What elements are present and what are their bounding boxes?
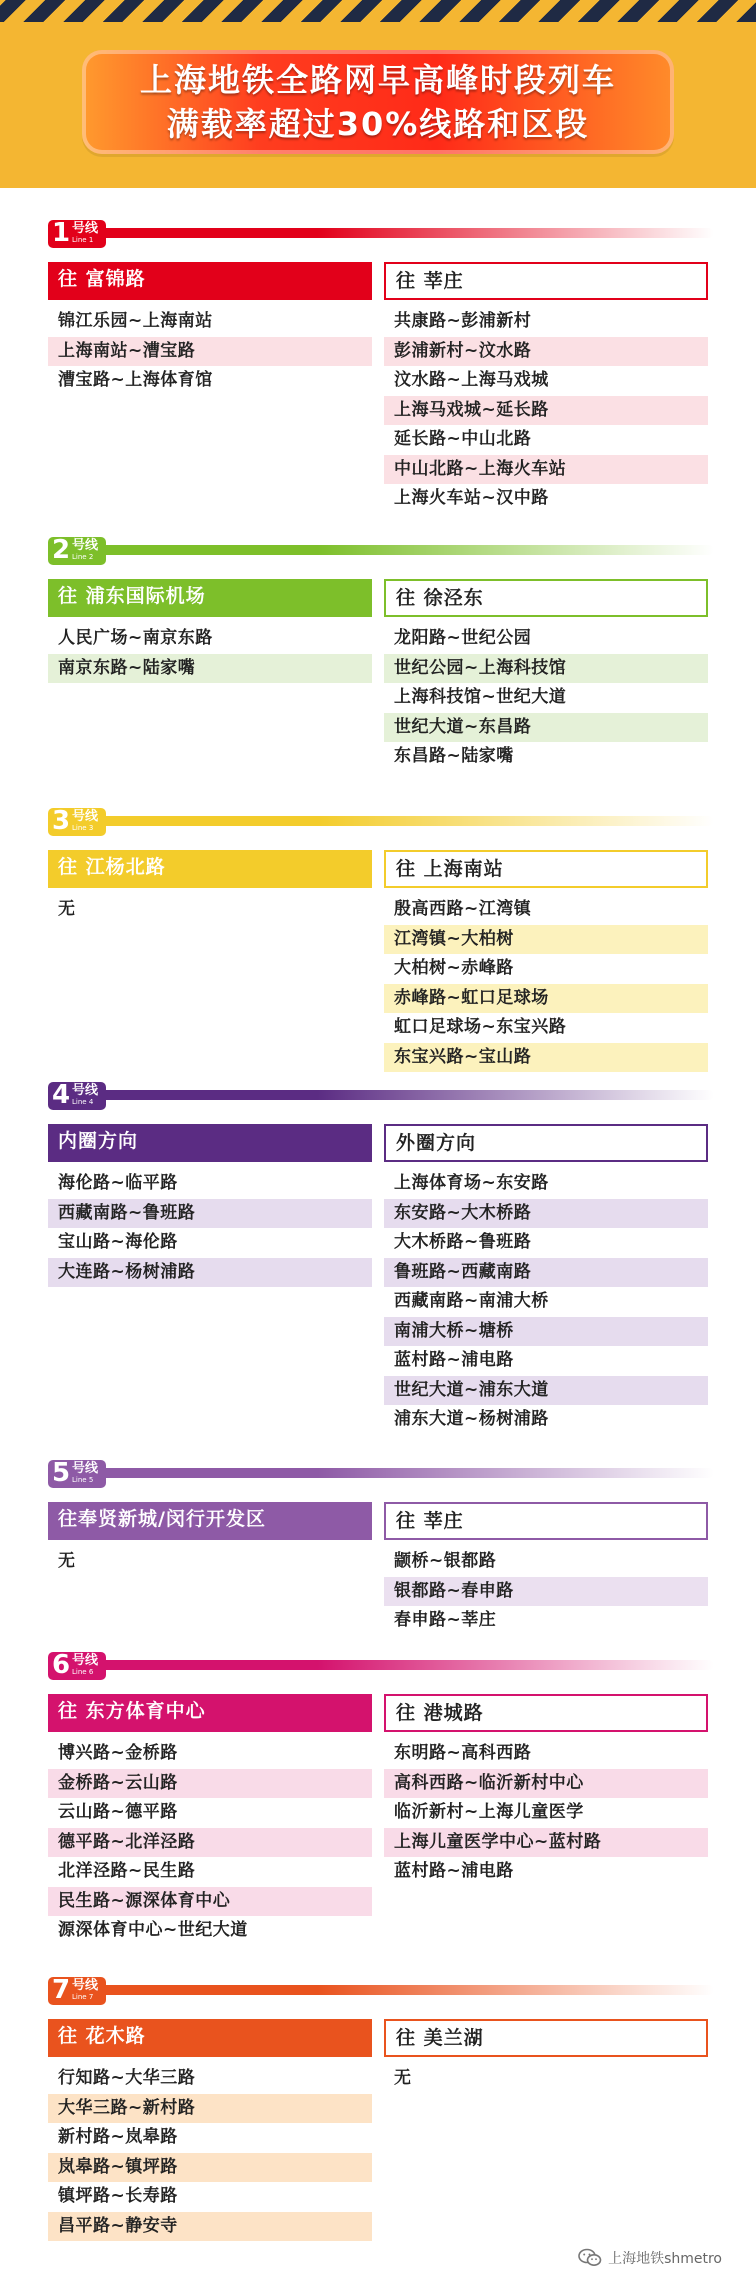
line-label: 号线 <box>72 221 99 236</box>
line-label-en: Line 7 <box>72 1993 94 2001</box>
line-number: 1 <box>52 218 71 248</box>
line-label: 号线 <box>72 1978 99 1993</box>
segment-row: 共康路~彭浦新村 <box>394 311 532 331</box>
direction-header: 往 花木路 <box>48 2019 372 2057</box>
segment-row: 颛桥~银都路 <box>394 1551 497 1571</box>
line-badge <box>48 1460 106 1488</box>
right-direction-column <box>384 579 708 772</box>
line-number: 4 <box>52 1080 71 1110</box>
wechat-icon <box>578 2248 602 2268</box>
segment-row: 金桥路~云山路 <box>48 1769 372 1799</box>
segment-row: 中山北路~上海火车站 <box>384 455 708 485</box>
footer-text: 上海地铁shmetro <box>608 2251 722 2267</box>
line-color-rule <box>104 816 714 826</box>
segment-row: 上海体育场~东安路 <box>394 1173 549 1193</box>
segment-list <box>48 1739 372 1946</box>
line-badge <box>48 1977 106 2005</box>
segment-row: 临沂新村~上海儿童医学 <box>394 1802 584 1822</box>
line-label-en: Line 6 <box>72 1668 94 1676</box>
segment-row: 上海火车站~汉中路 <box>394 488 549 508</box>
segment-row: 南浦大桥~塘桥 <box>384 1317 708 1347</box>
segment-row: 新村路~岚皋路 <box>58 2127 178 2147</box>
right-direction-column <box>384 2019 708 2094</box>
segment-row: 无 <box>58 899 76 919</box>
line-badge <box>48 808 106 836</box>
line-color-rule <box>104 1660 714 1670</box>
line-number: 6 <box>52 1650 71 1680</box>
left-direction-column <box>48 579 372 683</box>
segment-row: 南京东路~陆家嘴 <box>48 654 372 684</box>
line-badge <box>48 1652 106 1680</box>
line-label: 号线 <box>72 1461 99 1476</box>
segment-row: 镇坪路~长寿路 <box>58 2186 178 2206</box>
line-label-en: Line 4 <box>72 1098 94 1106</box>
segment-list <box>384 624 708 772</box>
line-color-rule <box>104 1985 714 1995</box>
segment-row: 彭浦新村~汶水路 <box>384 337 708 367</box>
segment-row: 岚皋路~镇坪路 <box>48 2153 372 2183</box>
segment-row: 无 <box>58 1551 76 1571</box>
segment-row: 汶水路~上海马戏城 <box>394 370 549 390</box>
segment-row: 上海儿童医学中心~蓝村路 <box>384 1828 708 1858</box>
segment-row: 春申路~莘庄 <box>394 1610 497 1630</box>
title-banner <box>82 50 674 154</box>
direction-header: 内圈方向 <box>48 1124 372 1162</box>
segment-row: 海伦路~临平路 <box>58 1173 178 1193</box>
line-color-rule <box>104 1090 714 1100</box>
segment-row: 无 <box>394 2068 412 2088</box>
segment-row: 上海南站~漕宝路 <box>48 337 372 367</box>
left-direction-column <box>48 2019 372 2241</box>
direction-header: 往 江杨北路 <box>48 850 372 888</box>
left-direction-column <box>48 1502 372 1577</box>
line-label-en: Line 2 <box>72 553 94 561</box>
line-label: 号线 <box>72 1083 99 1098</box>
direction-header: 往 浦东国际机场 <box>48 579 372 617</box>
line-number: 7 <box>52 1975 71 2005</box>
right-direction-column <box>384 1502 708 1636</box>
left-direction-column <box>48 850 372 925</box>
segment-row: 民生路~源深体育中心 <box>48 1887 372 1917</box>
line-label: 号线 <box>72 538 99 553</box>
segment-list <box>48 1169 372 1287</box>
segment-row: 云山路~德平路 <box>58 1802 178 1822</box>
segment-row: 大柏树~赤峰路 <box>394 958 514 978</box>
direction-header: 往奉贤新城/闵行开发区 <box>48 1502 372 1540</box>
segment-row: 鲁班路~西藏南路 <box>384 1258 708 1288</box>
direction-header: 往 莘庄 <box>384 262 708 300</box>
segment-row: 锦江乐园~上海南站 <box>58 311 213 331</box>
right-direction-column <box>384 850 708 1072</box>
segment-row: 世纪大道~浦东大道 <box>384 1376 708 1406</box>
line-number: 2 <box>52 535 71 565</box>
segment-row: 龙阳路~世纪公园 <box>394 628 532 648</box>
line-badge <box>48 220 106 248</box>
segment-list <box>48 1547 372 1577</box>
line-label: 号线 <box>72 809 99 824</box>
segment-row: 蓝村路~浦电路 <box>394 1350 514 1370</box>
segment-row: 东昌路~陆家嘴 <box>394 746 514 766</box>
title-line-2: 满载率超过30%线路和区段 <box>166 105 590 143</box>
direction-header: 往 东方体育中心 <box>48 1694 372 1732</box>
segment-row: 世纪公园~上海科技馆 <box>384 654 708 684</box>
segment-row: 源深体育中心~世纪大道 <box>58 1920 248 1940</box>
segment-row: 赤峰路~虹口足球场 <box>384 984 708 1014</box>
direction-header: 往 富锦路 <box>48 262 372 300</box>
poster-header <box>0 0 756 188</box>
right-direction-column <box>384 1124 708 1435</box>
direction-header: 往 徐泾东 <box>384 579 708 617</box>
line-color-rule <box>104 1468 714 1478</box>
segment-list <box>48 307 372 396</box>
segment-list <box>48 2064 372 2241</box>
line-label-en: Line 3 <box>72 824 94 832</box>
segment-row: 延长路~中山北路 <box>394 429 532 449</box>
segment-row: 银都路~春申路 <box>384 1577 708 1607</box>
line-label-en: Line 5 <box>72 1476 94 1484</box>
direction-header: 外圈方向 <box>384 1124 708 1162</box>
segment-list <box>384 2064 708 2094</box>
segment-row: 上海科技馆~世纪大道 <box>394 687 567 707</box>
segment-list <box>48 624 372 683</box>
hazard-stripe <box>0 0 756 22</box>
segment-row: 江湾镇~大柏树 <box>384 925 708 955</box>
segment-row: 德平路~北洋泾路 <box>48 1828 372 1858</box>
segment-list <box>384 895 708 1072</box>
segment-row: 昌平路~静安寺 <box>48 2212 372 2242</box>
line-number: 5 <box>52 1458 71 1488</box>
line-label-en: Line 1 <box>72 236 94 244</box>
title-line-1: 上海地铁全路网早高峰时段列车 <box>139 61 616 99</box>
line-label: 号线 <box>72 1653 99 1668</box>
right-direction-column <box>384 262 708 514</box>
segment-row: 大华三路~新村路 <box>48 2094 372 2124</box>
segment-row: 高科西路~临沂新村中心 <box>384 1769 708 1799</box>
segment-row: 上海马戏城~延长路 <box>384 396 708 426</box>
right-direction-column <box>384 1694 708 1887</box>
segment-row: 蓝村路~浦电路 <box>394 1861 514 1881</box>
segment-row: 北洋泾路~民生路 <box>58 1861 196 1881</box>
segment-row: 西藏南路~南浦大桥 <box>394 1291 549 1311</box>
line-badge <box>48 537 106 565</box>
segment-row: 西藏南路~鲁班路 <box>48 1199 372 1229</box>
line-color-rule <box>104 228 714 238</box>
segment-row: 宝山路~海伦路 <box>58 1232 178 1252</box>
segment-row: 殷高西路~江湾镇 <box>394 899 532 919</box>
segment-row: 世纪大道~东昌路 <box>384 713 708 743</box>
segment-row: 漕宝路~上海体育馆 <box>58 370 213 390</box>
direction-header: 往 莘庄 <box>384 1502 708 1540</box>
segment-row: 行知路~大华三路 <box>58 2068 196 2088</box>
segment-list <box>384 307 708 514</box>
segment-row: 浦东大道~杨树浦路 <box>394 1409 549 1429</box>
segment-row: 大木桥路~鲁班路 <box>394 1232 532 1252</box>
segment-row: 博兴路~金桥路 <box>58 1743 178 1763</box>
line-badge <box>48 1082 106 1110</box>
segment-row: 东宝兴路~宝山路 <box>384 1043 708 1073</box>
segment-list <box>48 895 372 925</box>
direction-header: 往 港城路 <box>384 1694 708 1732</box>
line-color-rule <box>104 545 714 555</box>
segment-list <box>384 1547 708 1636</box>
left-direction-column <box>48 1124 372 1287</box>
footer-watermark <box>578 2248 722 2268</box>
segment-row: 东明路~高科西路 <box>394 1743 532 1763</box>
direction-header: 往 美兰湖 <box>384 2019 708 2057</box>
segment-row: 大连路~杨树浦路 <box>48 1258 372 1288</box>
segment-row: 东安路~大木桥路 <box>384 1199 708 1229</box>
direction-header: 往 上海南站 <box>384 850 708 888</box>
segment-row: 虹口足球场~东宝兴路 <box>394 1017 567 1037</box>
segment-list <box>384 1739 708 1887</box>
segment-list <box>384 1169 708 1435</box>
segment-row: 人民广场~南京东路 <box>58 628 213 648</box>
left-direction-column <box>48 262 372 396</box>
left-direction-column <box>48 1694 372 1946</box>
line-number: 3 <box>52 806 71 836</box>
